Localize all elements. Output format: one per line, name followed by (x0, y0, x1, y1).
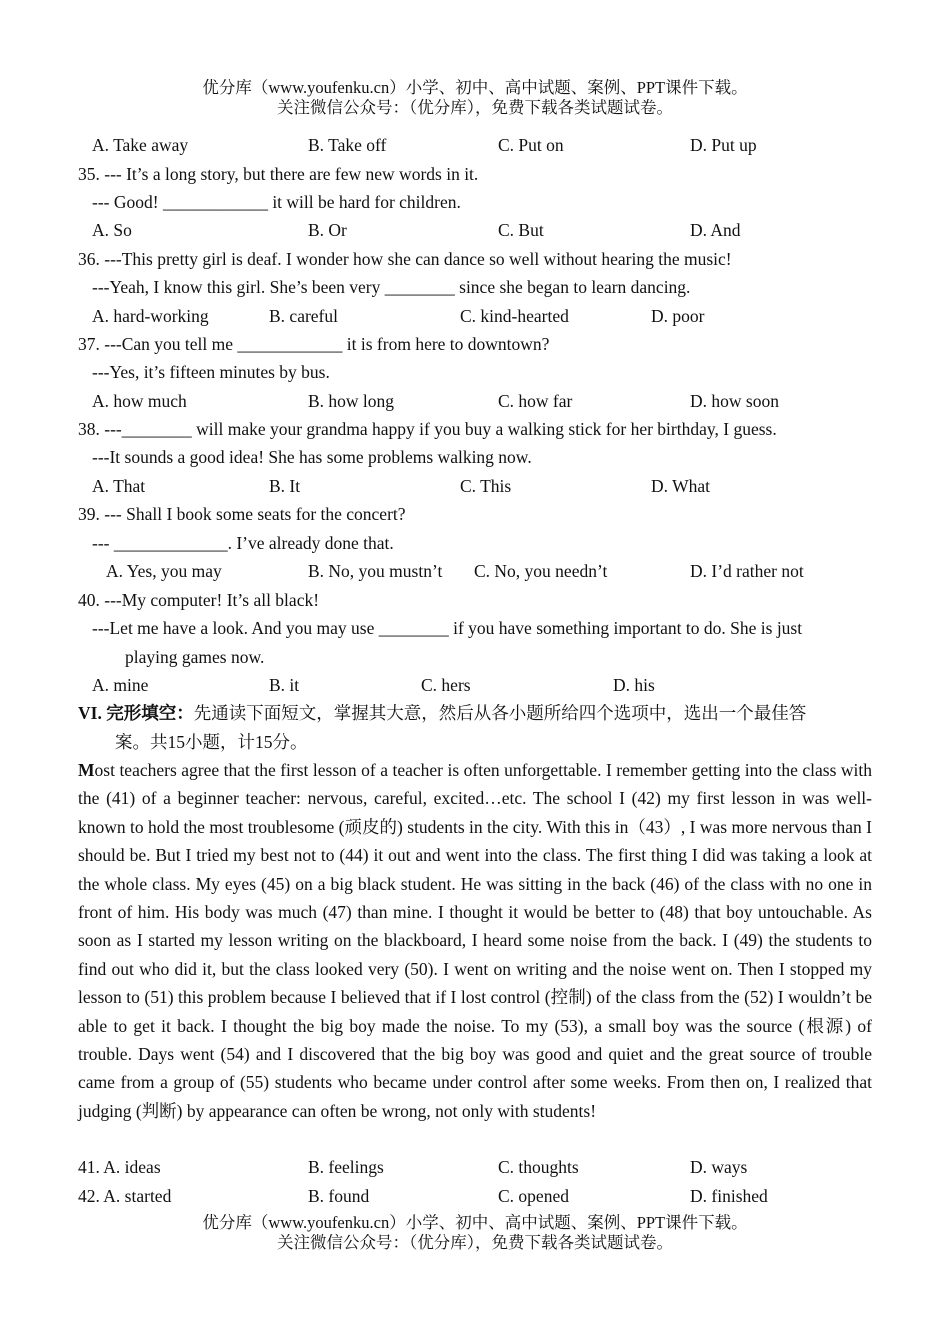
footer-line-2: 关注微信公众号：（优分库），免费下载各类试题试卷。 (277, 1233, 673, 1252)
section6-instruction-2: 案。共15小题，计15分。 (115, 732, 308, 752)
q38-option-b: B. It (269, 476, 301, 496)
q40-option-d: D. his (613, 675, 655, 695)
q38-line-2: ---It sounds a good idea! She has some problems walking now. (92, 447, 532, 467)
section6-heading (78, 699, 806, 727)
q40-option-b: B. it (269, 675, 300, 695)
header-line-1: 优分库（www.youfenku.cn）小学、初中、高中试题、案例、PPT课件下载。 (202, 78, 748, 97)
q40-option-a: A. mine (92, 675, 149, 695)
q39-option-b: B. No, you mustn’t (308, 561, 443, 581)
q34-option-c: C. Put on (498, 135, 564, 155)
section6-title: VI. 完形填空： (78, 703, 194, 723)
footer-line-1: 优分库（www.youfenku.cn）小学、初中、高中试题、案例、PPT课件下载。 (202, 1213, 748, 1232)
q34-option-d: D. Put up (690, 135, 757, 155)
q37-line-2: ---Yes, it’s fifteen minutes by bus. (92, 362, 330, 382)
q40-line-3: playing games now. (125, 647, 265, 667)
q35-option-d: D. And (690, 220, 741, 240)
q42-option-c: C. opened (498, 1186, 569, 1206)
passage-text: ost teachers agree that the first lesson of a teacher is often unforgettable. I remember getting into the class with the (41) of a beginner teacher: nervous, careful, excited…etc. The school I (42) my first lesson in was well-known to hold the most troublesome (顽皮的) students in the city. With this in（43）, I was more nervous than I should be. But I tried my best not to (44) it out and went into the class. The first thing I did was taking a look at the whole class. My eyes (45) on a big black student. He was sitting in the back (46) of the class with no one in front of him. His body was much (47) than mine. I thought it would be better to (48) that boy untouchable. As soon as I started my lesson writing on the blackboard, I heard some noise from the back. I (49) the students to find out who did it, but the class looked very (50). I went on writing and the noise went on. Then I stopped my lesson to (51) this problem because I believed that if I lost control (控制) of the class from the (52) I wouldn’t be able to get it back. I thought the big boy made the noise. To my (53), a small boy was the source (根源) of trouble. Days went (54) and I discovered that the big boy was good and quiet and the great source of trouble came from a group of (55) students who became under control after some weeks. From then on, I realized that judging (判断) by appearance can often be wrong, not only with students! (78, 760, 872, 1121)
q39-stem: 39. --- Shall I book some seats for the concert? (78, 504, 406, 524)
q37-stem: 37. ---Can you tell me ____________ it is from here to downtown? (78, 334, 550, 354)
q35-line-2: --- Good! ____________ it will be hard for children. (92, 192, 461, 212)
q35-option-b: B. Or (308, 220, 347, 240)
q36-option-c: C. kind-hearted (460, 306, 569, 326)
q38-option-c: C. This (460, 476, 512, 496)
q42-option-a: 42. A. started (78, 1186, 172, 1206)
q37-option-d: D. how soon (690, 391, 779, 411)
q40-line-2: ---Let me have a look. And you may use ________ if you have something important to do. She is just (92, 618, 803, 638)
q36-option-d: D. poor (651, 306, 705, 326)
q38-stem: 38. ---________ will make your grandma happy if you buy a walking stick for her birthday, I guess. (78, 419, 777, 439)
q35-stem: 35. --- It’s a long story, but there are few new words in it. (78, 164, 479, 184)
q40-option-c: C. hers (421, 675, 471, 695)
q42-option-d: D. finished (690, 1186, 768, 1206)
q36-line-2: ---Yeah, I know this girl. She’s been very ________ since she began to learn dancing. (92, 277, 691, 297)
q35-option-a: A. So (92, 220, 132, 240)
q34-option-b: B. Take off (308, 135, 387, 155)
q39-option-c: C. No, you needn’t (474, 561, 608, 581)
q37-option-b: B. how long (308, 391, 395, 411)
q37-option-a: A. how much (92, 391, 187, 411)
q40-stem: 40. ---My computer! It’s all black! (78, 590, 320, 610)
cloze-passage (78, 756, 872, 1125)
q35-option-c: C. But (498, 220, 544, 240)
q39-option-a: A. Yes, you may (106, 561, 222, 581)
q36-option-a: A. hard-working (92, 306, 209, 326)
q36-option-b: B. careful (269, 306, 338, 326)
header-line-2: 关注微信公众号：（优分库），免费下载各类试题试卷。 (277, 98, 673, 117)
q38-option-d: D. What (651, 476, 710, 496)
q37-option-c: C. how far (498, 391, 573, 411)
q41-option-c: C. thoughts (498, 1157, 579, 1177)
q38-option-a: A. That (92, 476, 146, 496)
q41-option-b: B. feelings (308, 1157, 384, 1177)
q41-option-d: D. ways (690, 1157, 748, 1177)
q39-line-2: --- _____________. I’ve already done that. (92, 533, 394, 553)
section6-instruction: 先通读下面短文，掌握其大意，然后从各小题所给四个选项中，选出一个最佳答 (193, 703, 807, 723)
q42-option-b: B. found (308, 1186, 370, 1206)
q39-option-d: D. I’d rather not (690, 561, 804, 581)
passage-first-letter: M (78, 760, 95, 780)
q41-option-a: 41. A. ideas (78, 1157, 161, 1177)
q36-stem: 36. ---This pretty girl is deaf. I wonder how she can dance so well without hearing the music! (78, 249, 732, 269)
q34-option-a: A. Take away (92, 135, 189, 155)
